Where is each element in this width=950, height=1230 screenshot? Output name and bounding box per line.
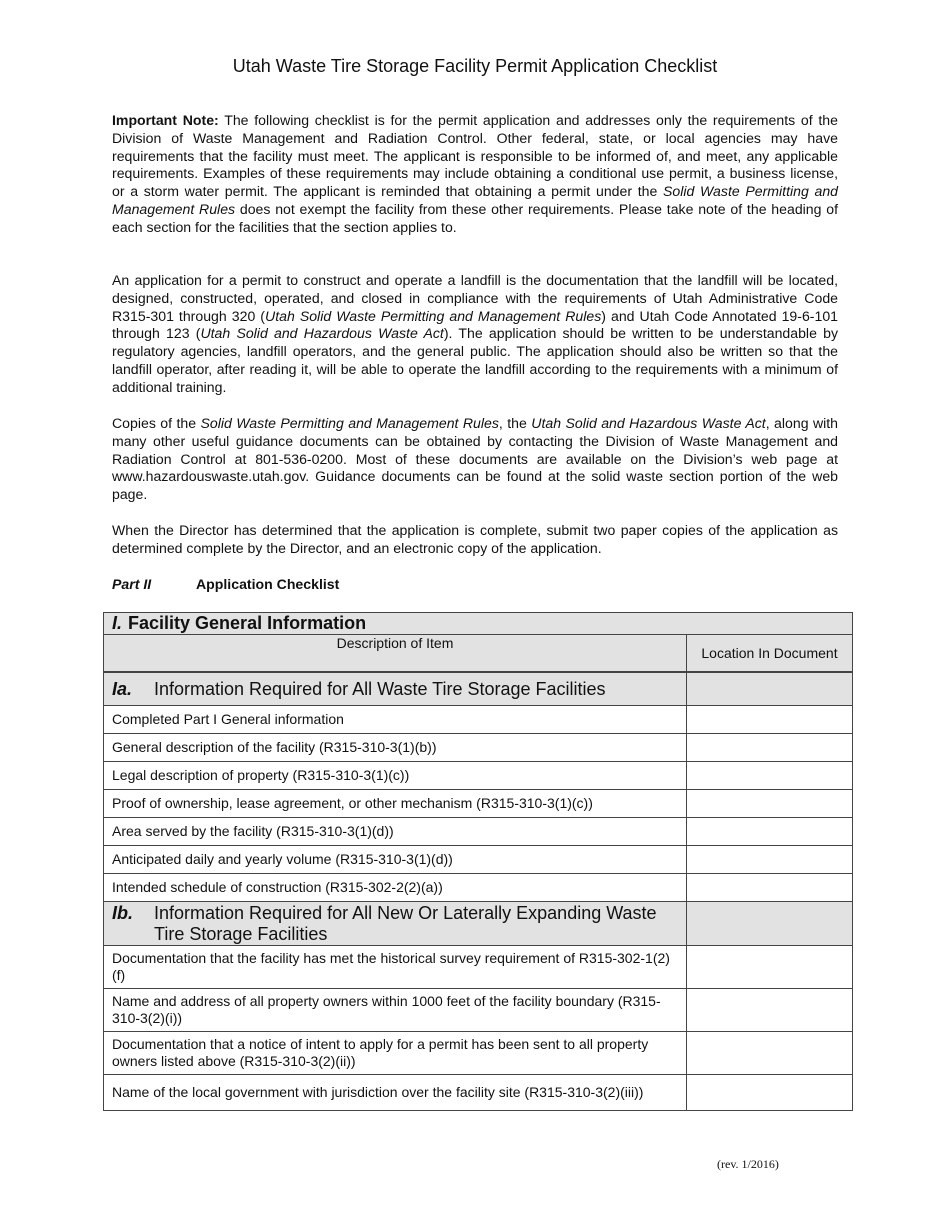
- important-note-label: Important Note:: [112, 112, 219, 128]
- item-description: Intended schedule of construction (R315-302-2(2)(a)): [104, 874, 687, 902]
- text-run: ). The application should be written to be understandable by regulatory agencies, landfill operators, and the general public. The application should also be written so that the landfill operator, after reading it, will be able to operate the landfill according to the requirements with a minimum of additional training.: [112, 325, 839, 395]
- subsection-label: Information Required for All New Or Laterally Expanding Waste Tire Storage Facilities: [154, 902, 657, 944]
- location-cell[interactable]: [687, 1032, 853, 1075]
- location-cell[interactable]: [687, 734, 853, 762]
- text-run: , along with many other useful guidance documents can be obtained by contacting the Division of Waste Management and Radiation Control at 801-536-0200. Most of these documents are available on the Division’s web page at www.hazardouswaste.utah.gov. Guidance documents can be found at the solid waste section portion of the web page.: [112, 415, 839, 503]
- section-number: I.: [112, 613, 123, 633]
- location-cell[interactable]: [687, 818, 853, 846]
- copies-paragraph: [112, 415, 838, 504]
- location-cell[interactable]: [687, 706, 853, 734]
- item-description: Area served by the facility (R315-310-3(1)(d)): [104, 818, 687, 846]
- location-cell[interactable]: [687, 1075, 853, 1111]
- subsection-header-ib: [104, 902, 853, 946]
- table-row: [104, 790, 853, 818]
- part-label: Application Checklist: [196, 576, 340, 592]
- location-cell: [687, 902, 853, 946]
- part-heading: [112, 576, 339, 592]
- location-cell[interactable]: [687, 946, 853, 989]
- table-row: [104, 762, 853, 790]
- location-cell[interactable]: [687, 874, 853, 902]
- table-row: [104, 989, 853, 1032]
- part-number: Part II: [112, 576, 152, 592]
- submission-paragraph: When the Director has determined that the application is complete, submit two paper copies of the application as determined complete by the Director, and an electronic copy of the application.: [112, 522, 838, 556]
- item-description: Name and address of all property owners within 1000 feet of the facility boundary (R315-310-3(2)(i)): [104, 989, 687, 1032]
- location-cell[interactable]: [687, 762, 853, 790]
- act-title: Utah Solid and Hazardous Waste Act: [200, 325, 444, 342]
- rules-title: Solid Waste Permitting and Management Rules: [200, 415, 499, 431]
- table-row: [104, 1032, 853, 1075]
- subsection-number: Ia.: [112, 678, 133, 699]
- item-description: General description of the facility (R315-310-3(1)(b)): [104, 734, 687, 762]
- section-header: [104, 613, 853, 635]
- page-title: Utah Waste Tire Storage Facility Permit Application Checklist: [232, 56, 718, 76]
- table-row: [104, 734, 853, 762]
- location-cell: [687, 672, 853, 706]
- text-run: Copies of the: [112, 415, 201, 431]
- table-row: [104, 706, 853, 734]
- text-run: , the: [498, 415, 532, 431]
- text-run: ) and Utah Code Annotated 19-6-101 through 123 (: [112, 307, 838, 342]
- item-description: Legal description of property (R315-310-3(1)(c)): [104, 762, 687, 790]
- revision-note: (rev. 1/2016): [717, 1157, 779, 1171]
- table-row: [104, 946, 853, 989]
- item-description: Name of the local government with jurisdiction over the facility site (R315-310-3(2)(iii)): [104, 1075, 687, 1111]
- subsection-header-ia: [104, 672, 853, 706]
- table-row: [104, 874, 853, 902]
- item-description: Completed Part I General information: [104, 706, 687, 734]
- location-cell[interactable]: [687, 989, 853, 1032]
- table-row: [104, 846, 853, 874]
- text-run: An application for a permit to construct and operate a landfill is the documentation that the landfill will be located, designed, constructed, operated, and closed in compliance with the requirements of Utah Administrative Code R315-301 through 320 (: [112, 272, 838, 324]
- column-header-location: Location In Document: [687, 635, 853, 673]
- table-row: [104, 1075, 853, 1111]
- location-cell[interactable]: [687, 846, 853, 874]
- item-description: Anticipated daily and yearly volume (R315-310-3(1)(d)): [104, 846, 687, 874]
- item-description: Documentation that the facility has met the historical survey requirement of R315-302-1(2)(f): [104, 946, 687, 989]
- checklist-table: [103, 612, 853, 1111]
- column-header-description: Description of Item: [104, 635, 687, 673]
- subsection-label: Information Required for All Waste Tire Storage Facilities: [154, 678, 606, 699]
- text-run: The following checklist is for the permit application and addresses only the requirements of the Division of Waste Management and Radiation Control. Other federal, state, or local agencies may have requirements that the facility must meet. The applicant is responsible to be informed of, and meet, any applicable requirements. Examples of these requirements may include obtaining a conditional use permit, a business license, or a storm water permit. The applicant is reminded that obtaining a permit under the: [112, 112, 838, 200]
- table-row: [104, 818, 853, 846]
- important-note-paragraph: [112, 112, 838, 237]
- section-label: Facility General Information: [128, 613, 367, 633]
- column-header-row: [104, 635, 853, 673]
- text-run: does not exempt the facility from these other requirements. Please take note of the heading of each section for the facilities that the section applies to.: [112, 200, 838, 235]
- subsection-number: Ib.: [112, 902, 133, 923]
- rules-title: Utah Solid Waste Permitting and Management Rules: [265, 307, 602, 324]
- item-description: Proof of ownership, lease agreement, or other mechanism (R315-310-3(1)(c)): [104, 790, 687, 818]
- application-description-paragraph: [112, 272, 838, 397]
- item-description: Documentation that a notice of intent to apply for a permit has been sent to all property owners listed above (R315-310-3(2)(ii)): [104, 1032, 687, 1075]
- rules-title: Solid Waste Permitting and Management Rules: [112, 183, 839, 217]
- act-title: Utah Solid and Hazardous Waste Act: [531, 415, 766, 431]
- location-cell[interactable]: [687, 790, 853, 818]
